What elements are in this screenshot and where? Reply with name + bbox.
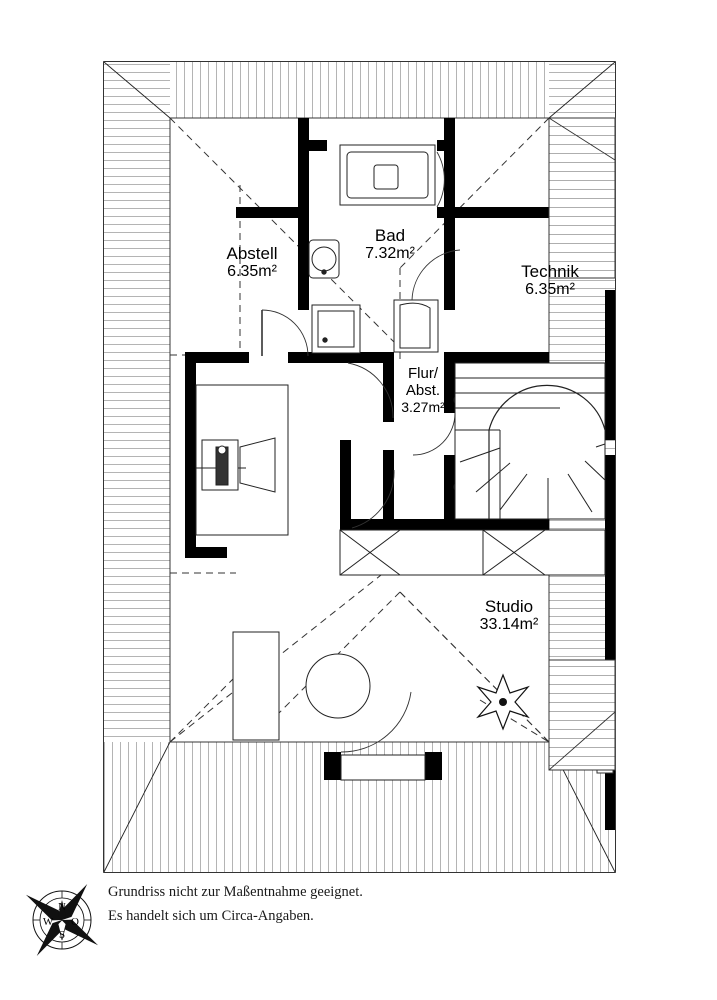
- compass-north-label: N: [58, 901, 66, 913]
- room-name-flur: Flur/: [408, 365, 438, 382]
- compass-south-label: S: [58, 929, 66, 941]
- room-area-abstell: 6.35m²: [227, 263, 277, 281]
- compass-east-label: O: [71, 916, 79, 928]
- stairs-technik: [549, 118, 615, 278]
- disclaimer-line-2: Es handelt sich um Circa-Angaben.: [108, 908, 314, 924]
- room-name-abst: Abst.: [405, 381, 441, 399]
- room-name-studio: Studio: [484, 597, 534, 616]
- room-name-technik: Technik: [521, 262, 579, 281]
- compass-west-label: W: [42, 916, 54, 928]
- compass-rose: [23, 881, 102, 960]
- room-area-technik: 6.35m²: [525, 281, 575, 299]
- room-area-flur-abst: 3.27m²: [401, 398, 445, 415]
- disclaimer-line-1: Grundriss nicht zur Maßentnahme geeignet.: [108, 884, 363, 900]
- furniture-bed-area: [196, 385, 288, 535]
- room-area-bad: 7.32m²: [365, 245, 415, 263]
- stairs-studio-right: [549, 660, 615, 770]
- room-area-studio: 33.14m²: [479, 616, 539, 634]
- room-name-abstell: Abstell: [226, 244, 278, 263]
- studio-gallery-band: [340, 530, 605, 575]
- room-name-bad: Bad: [374, 226, 406, 245]
- main-staircase: [455, 363, 605, 519]
